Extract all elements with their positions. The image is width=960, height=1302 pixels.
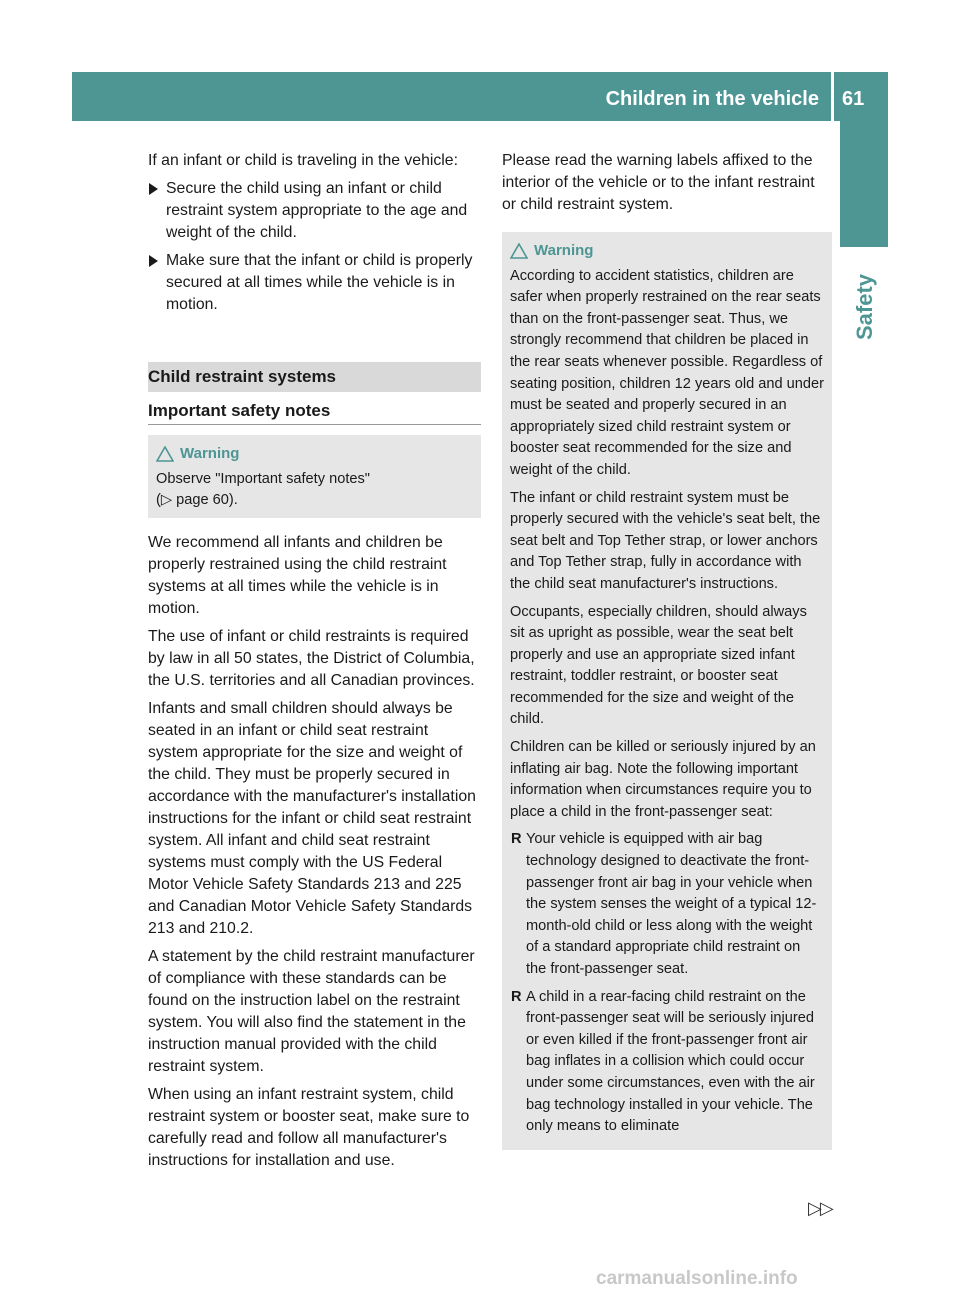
warning-paragraph: The infant or child restraint system must be properly secured with the vehicle's seat belt, the seat belt and Top Tether strap, or lower anchors and Top Tether strap, fully in accordance with the child seat manufacturer's instructions. [510,489,821,592]
intro-text: Please read the warning labels affixed to the interior of the vehicle or to the infant restraint or child restraint system. [502,152,815,213]
page-number: 61 [842,88,865,110]
left-column [148,150,481,1178]
page-header [72,72,888,121]
chapter-title: Children in the vehicle [605,88,819,110]
bullet-marker: R [511,831,522,848]
side-tab-block [840,121,888,247]
list-item: R A child in a rear-facing child restraint on the front-passenger seat will be seriously injured or even killed if the front-passenger front air bag inflates in a collision which could occur under some circumstances, even with the air bag technology installed in your vehicle. The only means to eliminate [511,988,815,1135]
header-divider [831,72,834,121]
warning-paragraph: Occupants, especially children, should always sit as upright as possible, wear the seat belt properly and use an appropriate sized infant restraint, toddler restraint, or booster seat recommended for the size and weight of the child. [510,603,807,728]
warning-triangle-icon [156,446,174,462]
page-reference-link[interactable]: (▷ page 60). [156,492,238,509]
watermark: carmanualsonline.info [596,1268,798,1289]
warning-box [502,232,832,1150]
subsection-title: Important safety notes [148,392,481,425]
section-title: Child restraint systems [148,362,481,392]
paragraph: A statement by the child restraint manufacturer of compliance with these standards can be found on the instruction label on the restraint system. You will also find the statement in the instruction manual provided with the child restraint system. [148,947,475,1075]
instruction-step: Secure the child using an infant or child restraint system appropriate to the age and weight of the child. [148,178,481,244]
warning-triangle-icon [510,243,528,259]
side-tab-label: Safety [852,273,877,340]
continued-arrow-icon: ▷▷ [808,1198,832,1218]
warning-paragraph: According to accident statistics, children are safer when properly restrained on the rear seats than on the front-passenger seat. Thus, we strongly recommend that children be placed in the rear seats whenever possible. Regardless of seating position, children 12 years old and under must be seated and properly secured in an appropriately sized child restraint system or booster seat recommended for the size and weight of the child. [510,267,824,478]
intro-text: If an infant or child is traveling in the vehicle: [148,152,458,169]
warning-box [148,435,481,518]
warning-paragraph: Children can be killed or seriously injured by an inflating air bag. Note the following important information when circumstances require you to place a child in the front-passenger seat: [510,739,816,820]
bullet-marker: R [511,988,522,1005]
warning-text: Observe "Important safety notes" [156,470,370,487]
paragraph: The use of infant or child restraints is required by law in all 50 states, the District of Columbia, the U.S. territories and all Canadian provinces. [148,627,475,689]
paragraph: When using an infant restraint system, child restraint system or booster seat, make sure to carefully read and follow all manufacturer's instructions for installation and use. [148,1085,470,1169]
right-column [502,150,832,1164]
paragraph: We recommend all infants and children be properly restrained using the child restraint systems at all times while the vehicle is in motion. [148,533,447,617]
paragraph: Infants and small children should always be seated in an infant or child seat restraint system appropriate for the size and weight of the child. They must be properly secured in accordance with the manufacturer's installation instructions for the infant or child seat restraint system. All infant and child seat restraint systems must comply with the US Federal Motor Vehicle Safety Standards 213 and 225 and Canadian Motor Vehicle Safety Standards 213 and 210.2. [148,699,476,937]
step-arrow-icon [149,255,158,267]
warning-header: Warning [156,443,473,465]
instruction-step: Make sure that the infant or child is properly secured at all times while the vehicle is in motion. [148,250,481,316]
warning-header: Warning [510,240,824,262]
list-item: R Your vehicle is equipped with air bag technology designed to deactivate the front-passenger front air bag in your vehicle when the system senses the weight of a typical 12-month-old child or less along with the weight of a standard appropriate child restraint on the front-passenger seat. [511,831,817,977]
step-arrow-icon [149,183,158,195]
